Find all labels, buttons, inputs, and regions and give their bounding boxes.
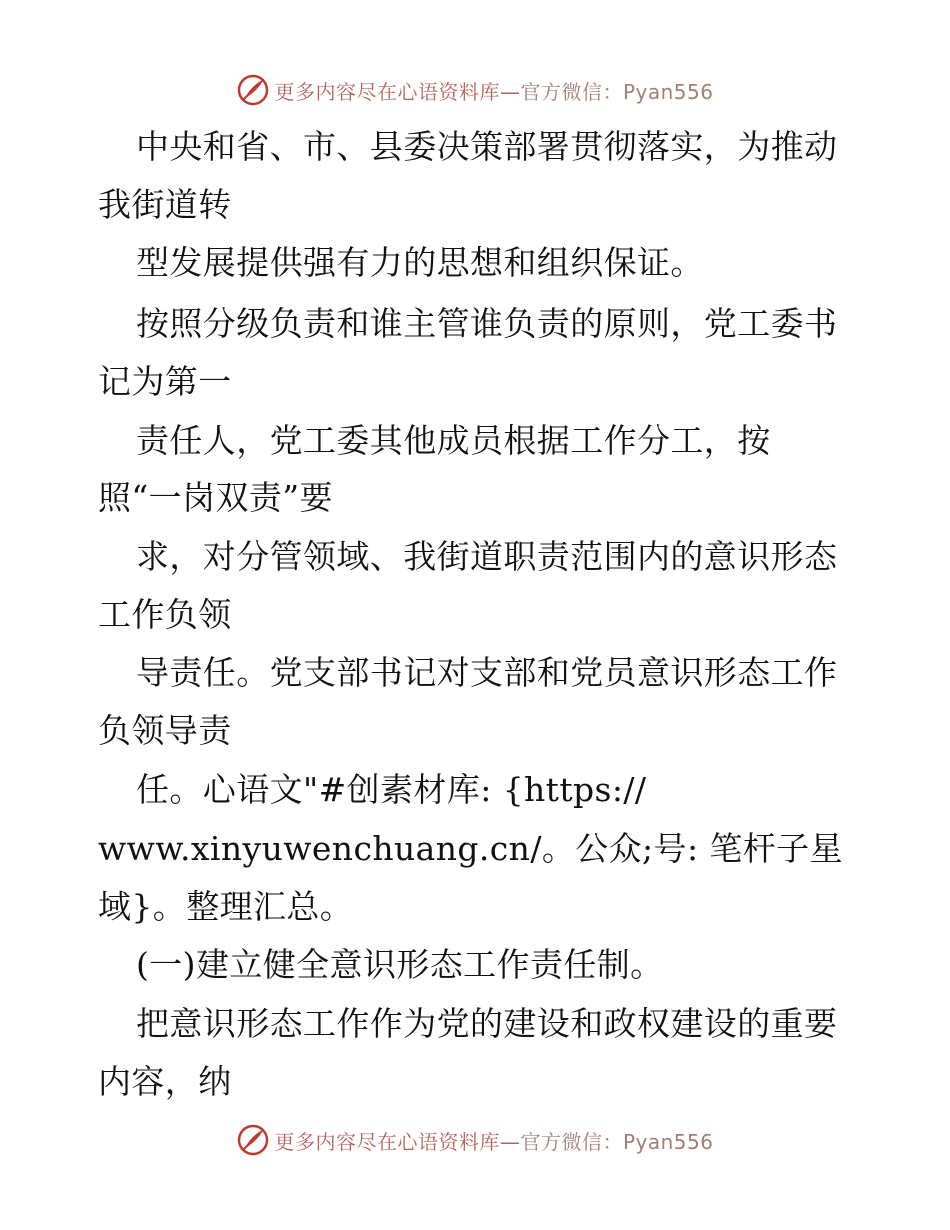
- feather-pen-logo-icon: [236, 1123, 270, 1157]
- watermark-separator: —: [499, 1129, 521, 1154]
- text-line: 负领导责: [98, 711, 232, 750]
- watermark-wechat: 官方微信：Pyan556: [520, 1129, 714, 1154]
- watermark-site: 更多内容尽在心语资料库: [274, 79, 500, 104]
- text-line: 我街道转: [98, 185, 232, 224]
- text-line: 把意识形态工作作为党的建设和政权建设的重要: [136, 1004, 838, 1043]
- watermark-footer: [0, 1120, 950, 1160]
- watermark-wechat: 官方微信：Pyan556: [520, 79, 714, 104]
- watermark-site: 更多内容尽在心语资料库: [274, 1129, 500, 1154]
- text-line: 工作负领: [98, 595, 232, 634]
- text-line: 型发展提供强有力的思想和组织保证。: [136, 243, 704, 282]
- text-line: 内容，纳: [98, 1062, 232, 1101]
- watermark-text: [274, 1126, 713, 1155]
- text-line: www.xinyuwenchuang.cn/。公众;号: 笔杆子星: [98, 829, 843, 868]
- text-line: 求，对分管领域、我街道职责范围内的意识形态: [136, 537, 838, 576]
- text-line: 照“一岗双责”要: [98, 478, 333, 517]
- text-line: 导责任。党支部书记对支部和党员意识形态工作: [136, 653, 838, 692]
- text-line: 记为第一: [98, 362, 232, 401]
- text-line: 按照分级负责和谁主管谁负责的原则，党工委书: [136, 304, 838, 343]
- text-line: 域}。整理汇总。: [98, 887, 354, 926]
- text-line: 中央和省、市、县委决策部署贯彻落实，为推动: [136, 127, 838, 166]
- section-heading: (一)建立健全意识形态工作责任制。: [136, 945, 664, 984]
- text-line: 任。心语文"#创素材库: {https://: [136, 770, 647, 809]
- watermark-separator: —: [499, 79, 521, 104]
- text-line: 责任人，党工委其他成员根据工作分工，按: [136, 421, 771, 460]
